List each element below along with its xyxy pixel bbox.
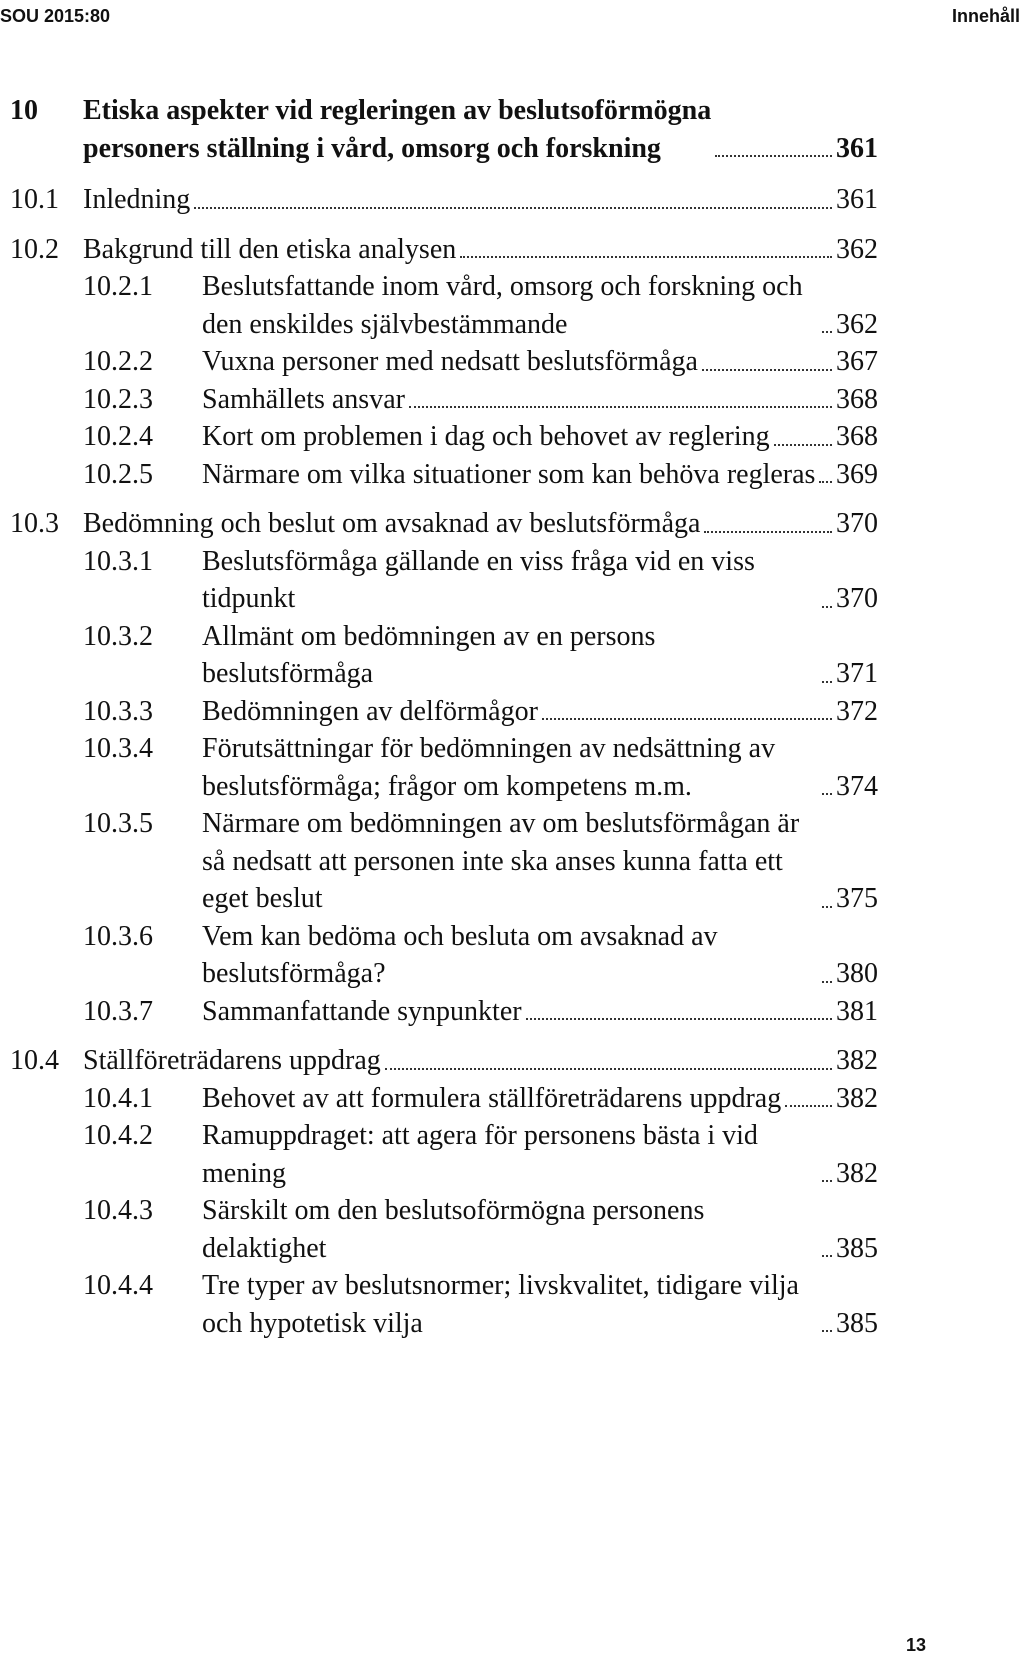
entry-page-number: 370 [836,583,878,614]
chapter-heading[interactable] [10,92,878,167]
entry-number: 10.3.2 [83,620,153,652]
toc-subsection-entry[interactable] [10,730,878,805]
entry-number: 10.2.3 [83,383,153,415]
toc-subsection-entry[interactable] [10,1192,878,1267]
entry-number: 10.2.1 [83,271,153,302]
page-number: 13 [905,1635,926,1655]
dot-leader [409,406,832,408]
toc-subsection-entry[interactable] [10,918,878,993]
entry-title: Sammanfattande synpunkter [202,995,522,1027]
entry-page-number: 382 [836,1082,878,1114]
running-header [0,6,1024,32]
toc-section-entry[interactable] [10,181,878,219]
entry-number: 10.1 [10,184,59,215]
toc-subsection-entry[interactable] [10,381,878,419]
toc-subsection-entry[interactable] [10,1080,878,1118]
entry-page-number: 382 [836,1157,878,1189]
entry-title: Bakgrund till den etiska analysen [83,233,457,265]
entry-number: 10.4.2 [83,1120,153,1151]
dot-leader [774,444,832,446]
chapter-page-number: 361 [836,132,878,164]
entry-page-number: 367 [836,346,878,377]
dot-leader [819,481,832,483]
chapter-title-line-2: personers ställning i vård, omsorg och forskning [83,132,661,164]
entry-number: 10.3.1 [83,545,153,577]
dot-leader [822,331,832,333]
toc-subsection-entry[interactable] [10,993,878,1031]
entry-number: 10.2.4 [83,421,153,452]
toc-subsection-entry[interactable] [10,418,878,456]
entry-number: 10.2.5 [83,458,153,490]
toc-section-entry[interactable] [10,231,878,269]
entry-title: Beslutsförmåga gällande en viss fråga vid en viss tidpunkt [202,545,755,614]
entry-number: 10.3.6 [83,920,153,952]
entry-title: Behovet av att formulera ställföreträdarens uppdrag [202,1082,782,1114]
entry-title: Inledning [83,184,191,215]
entry-page-number: 371 [836,658,878,689]
toc-subsection-entry[interactable] [10,456,878,494]
dot-leader [822,1255,832,1257]
entry-number: 10.4.1 [83,1082,153,1114]
entry-title: Samhällets ansvar [202,383,405,415]
dot-leader [822,606,832,608]
dot-leader [526,1018,832,1020]
entry-page-number: 362 [836,233,878,265]
entry-page-number: 385 [836,1307,878,1339]
entry-page-number: 380 [836,958,878,989]
entry-page-number: 362 [836,308,878,340]
dot-leader [822,1330,832,1332]
entry-number: 10.3 [10,508,59,539]
dot-leader [542,718,832,720]
toc-subsection-entry[interactable] [10,343,878,381]
toc-subsection-entry[interactable] [10,1117,878,1192]
entry-page-number: 368 [836,383,878,415]
toc-subsection-entry[interactable] [10,805,878,918]
entry-page-number: 369 [836,458,878,490]
entry-page-number: 368 [836,421,878,452]
dot-leader [785,1105,832,1107]
entry-number: 10.2.2 [83,346,153,377]
dot-leader [702,369,832,371]
dot-leader [822,981,832,983]
report-identifier: SOU 2015:80 [0,6,111,26]
dot-leader [194,207,832,209]
entry-number: 10.4 [10,1045,59,1076]
dot-leader [704,531,832,533]
dot-leader [822,1180,832,1182]
entry-title: Närmare om vilka situationer som kan behöva regleras [202,458,816,490]
chapter-number: 10 [10,95,38,126]
section-label: Innehåll [951,6,1020,26]
entry-title: Bedömningen av delförmågor [202,695,538,727]
entry-number: 10.3.5 [83,808,153,839]
table-of-contents [10,92,878,1342]
toc-section-entry[interactable] [10,1042,878,1080]
toc-subsection-entry[interactable] [10,543,878,618]
entry-title: Ställföreträdarens uppdrag [83,1045,381,1076]
entry-page-number: 375 [836,883,878,914]
entry-number: 10.2 [10,233,59,265]
entry-page-number: 382 [836,1045,878,1076]
entry-title: Allmänt om bedömningen av en persons beslutsförmåga [202,620,656,689]
dot-leader [715,155,832,157]
entry-page-number: 372 [836,695,878,727]
entry-number: 10.3.4 [83,733,153,764]
entry-title: Beslutsfattande inom vård, omsorg och forskning och den enskildes självbestämmande [202,271,803,340]
entry-title: Bedömning och beslut om avsaknad av beslutsförmåga [83,508,701,539]
entry-title: Vem kan bedöma och besluta om avsaknad av beslutsförmåga? [202,920,718,989]
entry-page-number: 370 [836,508,878,539]
toc-subsection-entry[interactable] [10,618,878,693]
toc-subsection-entry[interactable] [10,693,878,731]
entry-page-number: 374 [836,770,878,802]
entry-title: Ramuppdraget: att agera för personens bästa i vid mening [202,1120,758,1189]
entry-title: Vuxna personer med nedsatt beslutsförmåga [202,346,698,377]
entry-title: Närmare om bedömningen av om beslutsförmågan är så nedsatt att personen inte ska anses kunna fatta ett eget beslut [202,808,800,914]
entry-page-number: 385 [836,1232,878,1264]
entry-title: Tre typer av beslutsnormer; livskvalitet, tidigare vilja och hypotetisk vilja [202,1270,799,1339]
toc-subsection-entry[interactable] [10,1267,878,1342]
entry-page-number: 381 [836,995,878,1027]
dot-leader [822,681,832,683]
toc-section-entry[interactable] [10,505,878,543]
entry-number: 10.4.4 [83,1270,153,1301]
toc-entries [10,181,878,1342]
dot-leader [385,1068,832,1070]
dot-leader [822,793,832,795]
entry-number: 10.3.3 [83,695,153,727]
entry-title: Kort om problemen i dag och behovet av reglering [202,421,770,452]
entry-title: Särskilt om den beslutsoförmögna personens delaktighet [202,1195,705,1264]
dot-leader [460,256,832,258]
toc-subsection-entry[interactable] [10,268,878,343]
entry-title: Förutsättningar för bedömningen av nedsättning av beslutsförmåga; frågor om kompetens m.m. [202,733,776,802]
entry-number: 10.3.7 [83,995,153,1027]
chapter-title-line-1: Etiska aspekter vid regleringen av beslutsoförmögna [83,95,712,126]
dot-leader [822,906,832,908]
entry-number: 10.4.3 [83,1195,153,1226]
entry-page-number: 361 [836,184,878,215]
